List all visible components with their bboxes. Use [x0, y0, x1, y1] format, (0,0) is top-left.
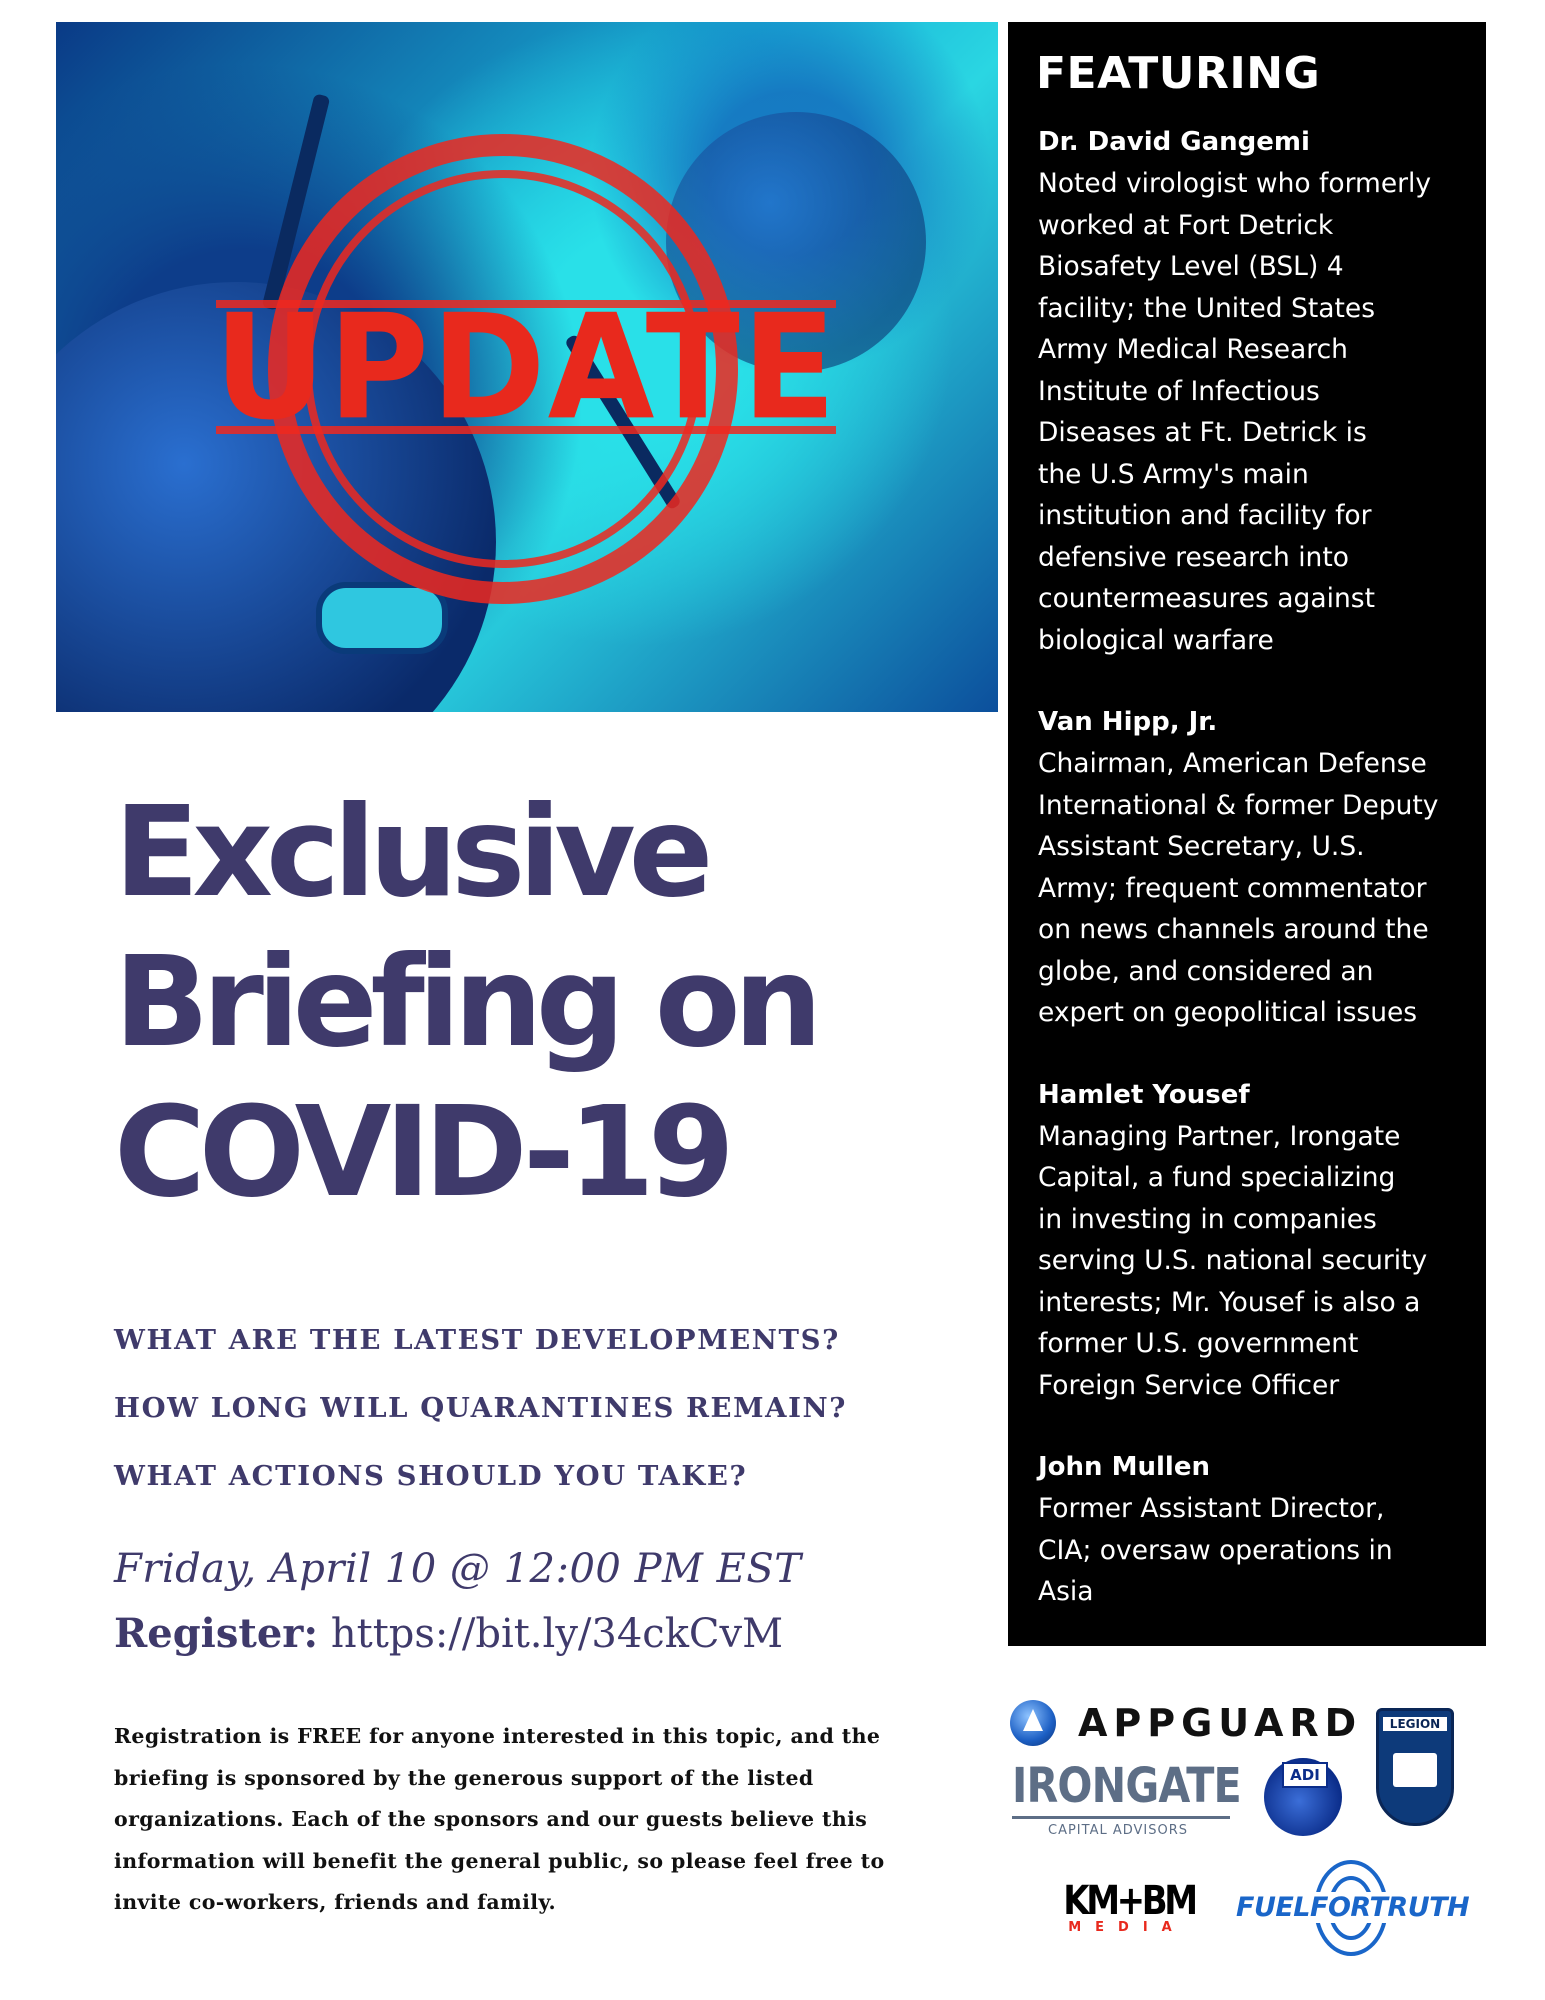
registration-disclaimer [114, 1716, 934, 1924]
hero-image [56, 22, 998, 712]
speaker-bio-line: interests; Mr. Yousef is also a [1038, 1286, 1421, 1318]
speaker-bio-line: Assistant Secretary, U.S. [1038, 831, 1365, 862]
appguard-icon [1010, 1700, 1056, 1746]
speaker-name: Van Hipp, Jr. [1038, 707, 1218, 737]
disclaimer-line: invite co-workers, friends and family. [114, 1890, 556, 1914]
speaker-bio-line: defensive research into [1038, 541, 1349, 573]
kmbm-wordmark: KM+BM [1063, 1878, 1195, 1924]
speaker-bio-line: biological warfare [1038, 624, 1274, 656]
disclaimer-line: information will benefit the general public, so please feel free to [114, 1848, 885, 1873]
irongate-logo [1012, 1758, 1241, 1838]
speaker-bio-line: serving U.S. national security [1038, 1245, 1428, 1276]
title-line-2: Briefing on [114, 930, 816, 1075]
speaker-bio-line: facility; the United States [1038, 292, 1376, 324]
register-link[interactable]: https://bit.ly/34ckCvM [330, 1611, 784, 1657]
speaker-bio-line: Asia [1038, 1576, 1094, 1607]
speaker-bio-line: Former Assistant Director, [1038, 1493, 1385, 1524]
speaker-bio-line: Managing Partner, Irongate [1038, 1120, 1401, 1152]
appguard-wordmark: APPGUARD [1078, 1701, 1363, 1745]
speaker-bio-line: expert on geopolitical issues [1038, 997, 1418, 1028]
appguard-logo [1010, 1700, 1362, 1746]
speaker-bio-line: former U.S. government [1038, 1328, 1359, 1359]
disclaimer-line: organizations. Each of the sponsors and our guests believe this [114, 1807, 868, 1831]
speaker-name: John Mullen [1038, 1452, 1210, 1482]
speaker-bio-line: institution and facility for [1038, 500, 1372, 531]
register-label: Register: [114, 1610, 319, 1657]
irongate-divider [1012, 1816, 1230, 1819]
featuring-heading: FEATURING [1036, 48, 1321, 99]
question-list [114, 1306, 994, 1510]
speaker-bio-line: CIA; oversaw operations in [1038, 1534, 1393, 1566]
featuring-panel [1008, 22, 1486, 1646]
kmbm-media-logo [1052, 1878, 1202, 1935]
event-date: Friday, April 10 @ 12:00 PM EST [114, 1546, 802, 1592]
speaker-bio-line: globe, and considered an [1038, 955, 1374, 987]
adi-logo [1264, 1758, 1342, 1836]
kmbm-subtitle: MEDIA [1068, 1920, 1186, 1935]
irongate-wordmark: IRONGATE [1012, 1758, 1241, 1814]
speaker-bio [1038, 743, 1456, 1034]
question-item: WHAT ACTIONS SHOULD YOU TAKE? [114, 1460, 748, 1492]
speaker-bio [1038, 163, 1456, 661]
speaker-entry [1038, 701, 1456, 1034]
speaker-bio-line: the U.S Army's main [1038, 458, 1309, 490]
update-stamp-text: UPDATE [213, 282, 839, 452]
speaker-entry [1038, 1074, 1456, 1407]
disclaimer-line: Registration is FREE for anyone interested in this topic, and the [114, 1724, 881, 1748]
fuel-for-truth-wordmark: FUELFORTRUTH [1236, 1892, 1470, 1923]
speaker-bio-line: Diseases at Ft. Detrick is [1038, 417, 1367, 448]
irongate-subtitle: CAPITAL ADVISORS [1048, 1823, 1189, 1838]
speaker-entry [1038, 1446, 1456, 1613]
speaker-bio-line: Institute of Infectious [1038, 375, 1320, 407]
speaker-bio-line: Army Medical Research [1038, 334, 1348, 365]
speaker-bio [1038, 1488, 1456, 1613]
speaker-bio-line: Chairman, American Defense [1038, 748, 1427, 779]
title-line-3: COVID-19 [114, 1080, 728, 1225]
register-line [114, 1610, 783, 1657]
speaker-name: Hamlet Yousef [1038, 1079, 1250, 1110]
speaker-bio-line: Capital, a fund specializing [1038, 1162, 1396, 1193]
speaker-entry [1038, 121, 1456, 661]
book-icon [1393, 1753, 1437, 1787]
speaker-list [1038, 121, 1456, 1613]
page-title [114, 778, 994, 1228]
speaker-bio-line: Army; frequent commentator [1038, 872, 1427, 904]
question-item: WHAT ARE THE LATEST DEVELOPMENTS? [114, 1324, 840, 1356]
legion-wordmark: LEGION [1383, 1717, 1447, 1731]
speaker-bio-line: countermeasures against [1038, 583, 1375, 614]
speaker-bio-line: Foreign Service Officer [1038, 1369, 1340, 1401]
speaker-bio [1038, 1116, 1456, 1407]
virus-spike-tube [316, 582, 448, 654]
speaker-bio-line: Noted virologist who formerly [1038, 168, 1432, 199]
speaker-bio-line: in investing in companies [1038, 1203, 1377, 1235]
disclaimer-line: briefing is sponsored by the generous support of the listed [114, 1765, 814, 1790]
speaker-bio-line: worked at Fort Detrick [1038, 209, 1334, 241]
speaker-bio-line: Biosafety Level (BSL) 4 [1038, 251, 1344, 282]
legion-logo [1376, 1708, 1454, 1826]
title-line-1: Exclusive [114, 780, 707, 925]
question-item: HOW LONG WILL QUARANTINES REMAIN? [114, 1392, 847, 1424]
speaker-bio-line: on news channels around the [1038, 914, 1429, 945]
fuel-for-truth-logo [1236, 1860, 1470, 1960]
speaker-name: Dr. David Gangemi [1038, 127, 1310, 157]
speaker-bio-line: International & former Deputy [1038, 789, 1439, 821]
adi-wordmark: ADI [1282, 1762, 1328, 1788]
